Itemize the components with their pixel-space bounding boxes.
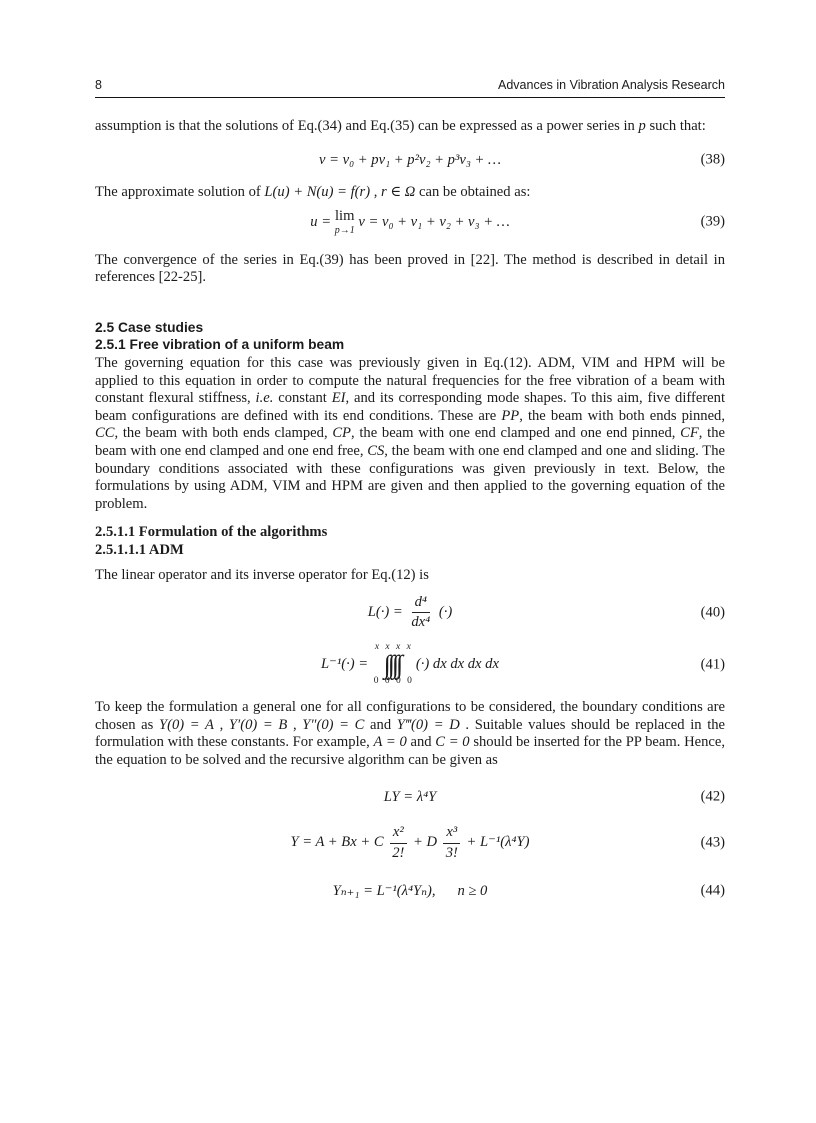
page-number: 8 <box>95 78 102 92</box>
math-inline: i.e. <box>255 390 274 407</box>
section-heading-formulation: 2.5.1.1 Formulation of the algorithms <box>95 524 328 541</box>
text-run: , the beam with both ends clamped, <box>114 425 333 442</box>
text-run: constant <box>273 390 332 407</box>
math-run: + D <box>409 834 441 851</box>
section-heading-adm: 2.5.1.1.1 ADM <box>95 542 184 559</box>
equation-43-content <box>290 824 530 861</box>
lim-text: lim <box>334 208 355 225</box>
text-run: , the beam with both ends pinned, <box>519 407 725 424</box>
text-run: should be inserted for the PP beam. Hence, the equation to be solved and the recursive algorithm can be given as <box>95 734 725 768</box>
math-inline: PP <box>501 407 520 424</box>
text-run: , the beam with one end clamped and one end free, <box>95 425 725 459</box>
integral-signs: ∫∫∫∫ <box>383 650 401 680</box>
math-inline: CP <box>332 425 351 442</box>
paragraph-linear-operator: The linear operator and its inverse operator for Eq.(12) is <box>95 567 429 584</box>
text-run: The approximate solution of <box>95 183 265 200</box>
math-inline: EI <box>331 390 346 407</box>
math-inline: Y‴(0) = D <box>396 716 460 733</box>
math-inline: p <box>638 118 646 134</box>
text-run: and <box>364 716 397 733</box>
math-inline: L(u) + N(u) = f(r) <box>264 183 371 200</box>
equation-44 <box>95 881 725 901</box>
text-run: , the beam with one end clamped and one and sliding. The boundary conditions associated with these configurations was given previously in text. Below, the formulations by using ADM, VIM and HPM are given and then applied to the governing equation of the problem. <box>95 442 725 512</box>
text-run: , <box>370 183 382 200</box>
fraction <box>408 595 433 631</box>
text-run: such that: <box>645 118 706 134</box>
equation-39 <box>95 209 725 236</box>
math-inline: Y″(0) = C <box>302 716 365 733</box>
math-inline: r ∈ Ω <box>381 183 416 200</box>
equation-44-content: Yₙ₊₁ = L⁻¹(λ⁴Yₙ), n ≥ 0 <box>332 882 488 899</box>
paragraph-boundary-conditions <box>95 699 725 769</box>
equation-38 <box>95 150 725 170</box>
text-run: , the beam with one end clamped and one end pinned, <box>350 425 681 442</box>
section-heading-free-vibration: 2.5.1 Free vibration of a uniform beam <box>95 336 345 352</box>
equation-42-number: (42) <box>700 788 725 805</box>
math-inline: CF <box>680 425 699 442</box>
equation-41-content <box>321 641 499 687</box>
running-title: Advances in Vibration Analysis Research <box>498 78 725 92</box>
math-inline: C = 0 <box>435 734 470 751</box>
fraction <box>443 825 461 861</box>
equation-41 <box>95 643 725 687</box>
math-inline: Y(0) = A <box>159 716 214 733</box>
text-run: To keep the formulation a general one for all configurations to be considered, the boundary conditions are chosen as <box>95 698 725 733</box>
fraction <box>389 825 407 861</box>
fraction-denominator: 2! <box>392 844 405 861</box>
quadruple-integral <box>374 643 414 687</box>
equation-39-number: (39) <box>700 213 725 230</box>
math-run: L⁻¹(·) = <box>321 656 372 673</box>
paragraph-power-series <box>95 118 725 136</box>
fraction-numerator: x³ <box>443 825 460 843</box>
fraction-denominator: dx⁴ <box>411 614 431 631</box>
limit-operator <box>335 209 355 236</box>
equation-41-number: (41) <box>700 656 725 673</box>
paragraph-approximate-solution <box>95 184 725 202</box>
math-inline: CS <box>367 442 385 459</box>
equation-40-content <box>367 593 453 631</box>
fraction-denominator: 3! <box>445 844 458 861</box>
text-run: , <box>213 716 229 733</box>
text-run: The governing equation for this case was previously given in Eq.(12). ADM, VIM and HPM will be applied to this equation in order to compute the natural frequencies for the free vibration of a beam with constant flexural stiffness, <box>95 354 725 407</box>
math-run: + L⁻¹(λ⁴Y) <box>462 834 530 851</box>
equation-44-number: (44) <box>700 882 725 899</box>
text-run: , and its corresponding mode shapes. To this aim, five different beam configurations are defined with its end conditions. These are <box>95 390 726 424</box>
paragraph-convergence: The convergence of the series in Eq.(39) has been proved in [22]. The method is described in detail in references [22-25]. <box>95 251 725 286</box>
equation-43-number: (43) <box>700 834 725 851</box>
math-run: u = <box>310 213 335 230</box>
page-header <box>95 78 725 98</box>
text-run: , <box>287 716 303 733</box>
math-run: v = v₀ + v₁ + v₂ + v₃ + … <box>354 213 510 230</box>
equation-38-content: v = v₀ + pv₁ + p²v₂ + p³v₃ + … <box>318 151 502 168</box>
equation-38-number: (38) <box>700 151 725 168</box>
math-inline: Y′(0) = B <box>228 716 288 733</box>
equation-40 <box>95 595 725 631</box>
text-run: and <box>406 734 436 751</box>
equation-42-content: LY = λ⁴Y <box>383 789 437 806</box>
page-content <box>95 98 725 901</box>
equation-42 <box>95 787 725 807</box>
math-run: Y = A + Bx + C <box>290 834 388 851</box>
fraction-numerator: d⁴ <box>412 595 430 613</box>
math-run: (·) <box>435 604 453 621</box>
lim-subscript: p→1 <box>334 224 355 236</box>
math-inline: CC <box>95 425 115 442</box>
equation-43 <box>95 825 725 861</box>
equation-40-number: (40) <box>700 604 725 621</box>
fraction-numerator: x² <box>390 825 407 843</box>
math-run: L(·) = <box>367 604 407 621</box>
section-heading-case-studies: 2.5 Case studies <box>95 319 204 335</box>
equation-39-content <box>310 208 510 236</box>
math-inline: A = 0 <box>373 734 407 751</box>
text-run: . Suitable values should be replaced in the formulation with these constants. For example, <box>95 716 726 751</box>
text-run: assumption is that the solutions of Eq.(34) and Eq.(35) can be expressed as a power series in <box>95 118 639 134</box>
integral-lower-limits: 0 0 0 0 <box>373 676 414 687</box>
math-run: (·) dx dx dx dx <box>415 656 499 673</box>
text-run: can be obtained as: <box>415 183 531 200</box>
paragraph-governing-equation <box>95 355 725 513</box>
integral-upper-limits: x x x x <box>374 641 413 652</box>
